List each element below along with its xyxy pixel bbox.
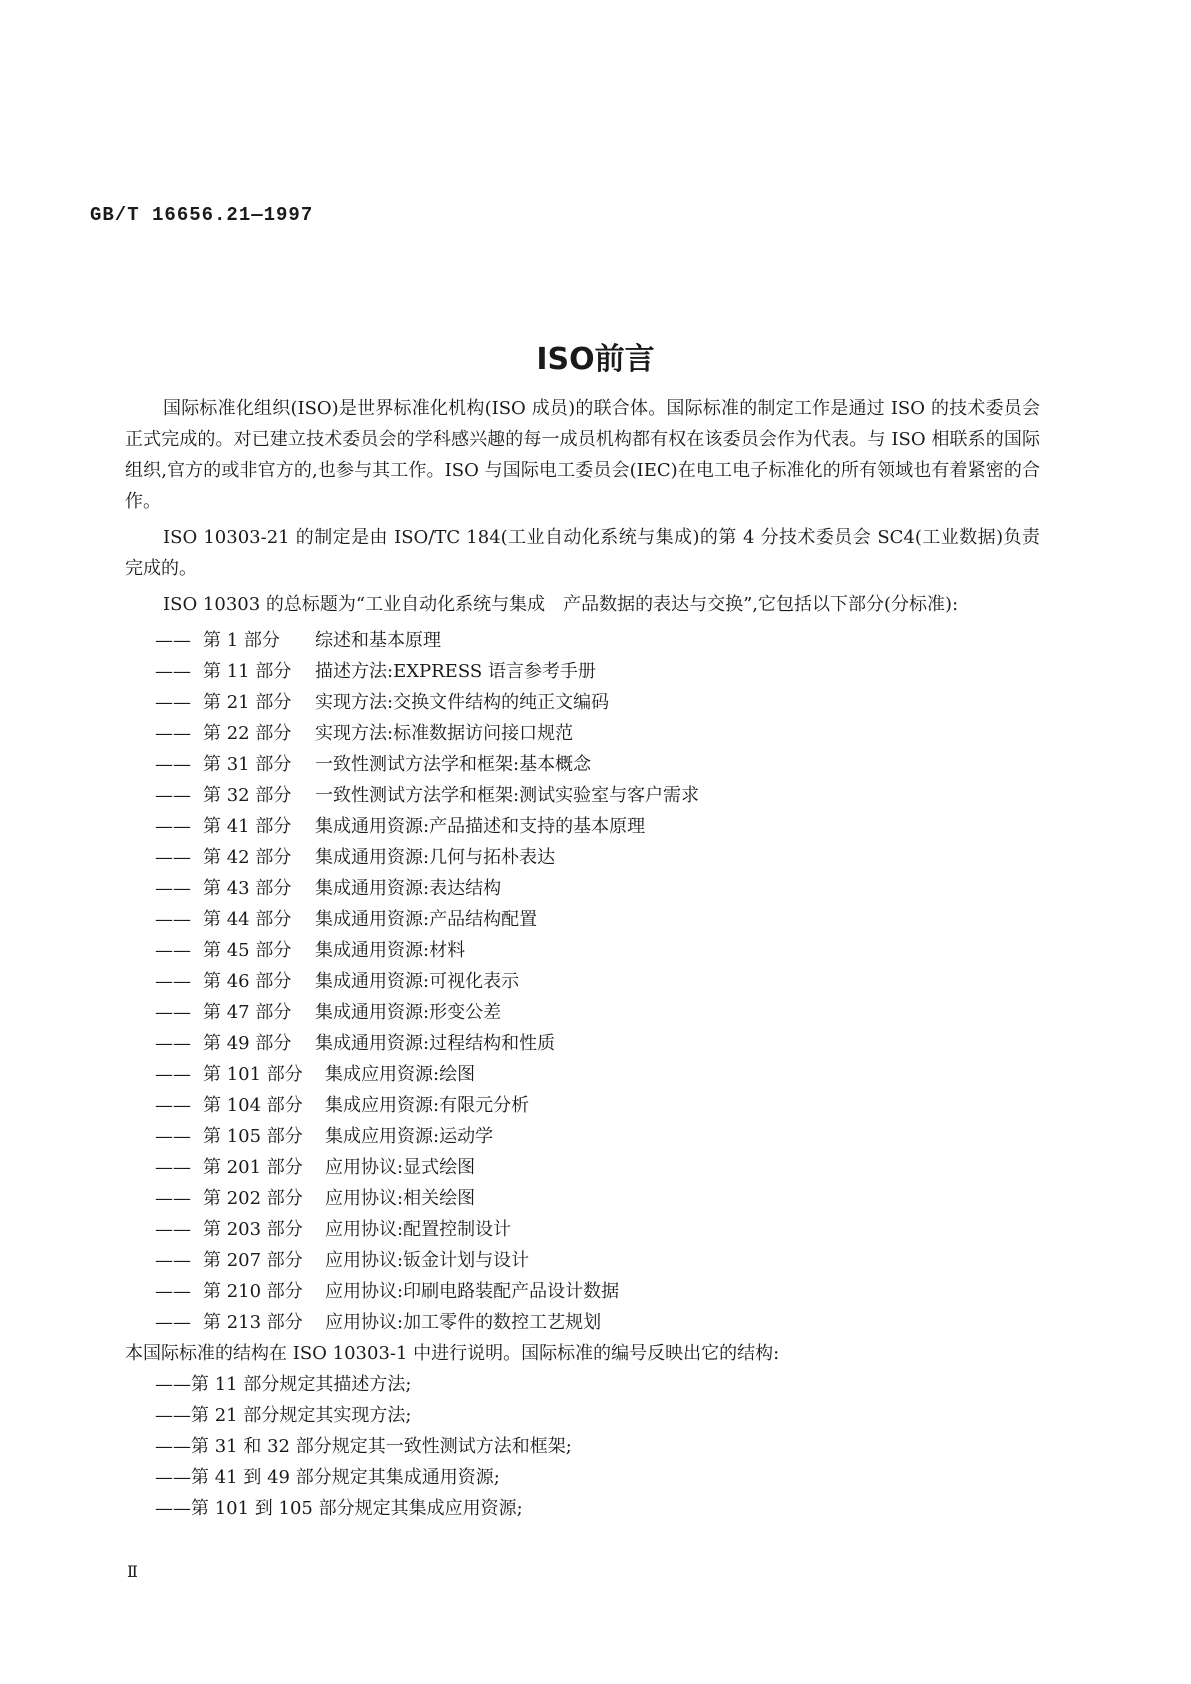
part-title: 集成通用资源:产品结构配置 <box>315 909 538 930</box>
part-list-item <box>125 1152 1040 1183</box>
list-dash: —— <box>155 878 191 899</box>
part-number: 第 22 部分 <box>203 723 292 744</box>
document-body <box>125 393 1040 1524</box>
part-number: 第 21 部分 <box>203 692 292 713</box>
part-number: 第 202 部分 <box>203 1188 303 1209</box>
structure-list-item <box>125 1400 1040 1431</box>
standard-code: GB/T 16656.21—1997 <box>90 204 314 226</box>
part-number: 第 101 部分 <box>203 1064 303 1085</box>
part-list-item <box>125 749 1040 780</box>
part-number: 第 41 部分 <box>203 816 292 837</box>
part-list-item <box>125 997 1040 1028</box>
part-title: 集成应用资源:绘图 <box>325 1064 476 1085</box>
part-number: 第 31 部分 <box>203 754 292 775</box>
part-list-item <box>125 1245 1040 1276</box>
list-dash: —— <box>155 1312 191 1333</box>
page-number: Ⅱ <box>127 1562 138 1581</box>
list-dash: —— <box>155 1467 191 1488</box>
part-title: 应用协议:配置控制设计 <box>325 1219 512 1240</box>
page-title: ISO前言 <box>536 342 655 377</box>
part-title: 集成通用资源:可视化表示 <box>315 971 520 992</box>
list-dash: —— <box>155 1436 191 1457</box>
list-dash: —— <box>155 1374 191 1395</box>
part-list-item <box>125 625 1040 656</box>
list-dash: —— <box>155 1002 191 1023</box>
part-number: 第 47 部分 <box>203 1002 292 1023</box>
part-title: 应用协议:钣金计划与设计 <box>325 1250 530 1271</box>
part-title: 实现方法:标准数据访问接口规范 <box>315 723 574 744</box>
part-title: 集成通用资源:产品描述和支持的基本原理 <box>315 816 646 837</box>
part-title: 集成应用资源:有限元分析 <box>325 1095 530 1116</box>
part-title: 综述和基本原理 <box>315 630 441 651</box>
list-dash: —— <box>155 1064 191 1085</box>
list-dash: —— <box>155 785 191 806</box>
part-number: 第 105 部分 <box>203 1126 303 1147</box>
list-dash: —— <box>155 1126 191 1147</box>
structure-item-text: 第 31 和 32 部分规定其一致性测试方法和框架; <box>191 1436 572 1457</box>
list-dash: —— <box>155 909 191 930</box>
list-dash: —— <box>155 1188 191 1209</box>
part-number: 第 203 部分 <box>203 1219 303 1240</box>
part-number: 第 45 部分 <box>203 940 292 961</box>
parts-list <box>125 625 1040 1338</box>
list-dash: —— <box>155 971 191 992</box>
list-dash: —— <box>155 940 191 961</box>
part-number: 第 1 部分 <box>203 630 280 651</box>
part-list-item <box>125 873 1040 904</box>
part-number: 第 49 部分 <box>203 1033 292 1054</box>
list-dash: —— <box>155 1405 191 1426</box>
list-dash: —— <box>155 630 191 651</box>
part-number: 第 43 部分 <box>203 878 292 899</box>
part-list-item <box>125 904 1040 935</box>
part-list-item <box>125 811 1040 842</box>
structure-item-text: 第 11 部分规定其描述方法; <box>191 1374 412 1395</box>
list-dash: —— <box>155 1498 191 1519</box>
paragraph-iso-intro: 国际标准化组织(ISO)是世界标准化机构(ISO 成员)的联合体。国际标准的制定工作是通过 ISO 的技术委员会正式完成的。对已建立技术委员会的学科感兴趣的每一成员机构都有权在该委员会作为代表。与 ISO 相联系的国际组织,官方的或非官方的,也参与其工作。ISO 与国际电工委员会(IEC)在电工电子标准化的所有领域也有着紧密的合作。 <box>125 398 1040 512</box>
list-dash: —— <box>155 1219 191 1240</box>
part-title: 应用协议:相关绘图 <box>325 1188 476 1209</box>
list-dash: —— <box>155 754 191 775</box>
part-list-item <box>125 935 1040 966</box>
structure-item-text: 第 41 到 49 部分规定其集成通用资源; <box>191 1467 500 1488</box>
part-title: 应用协议:加工零件的数控工艺规划 <box>325 1312 602 1333</box>
list-dash: —— <box>155 661 191 682</box>
part-title: 一致性测试方法学和框架:基本概念 <box>315 754 592 775</box>
part-title: 描述方法:EXPRESS 语言参考手册 <box>315 661 596 682</box>
part-title: 集成应用资源:运动学 <box>325 1126 494 1147</box>
part-list-item <box>125 842 1040 873</box>
list-dash: —— <box>155 1281 191 1302</box>
part-number: 第 32 部分 <box>203 785 292 806</box>
list-dash: —— <box>155 1095 191 1116</box>
part-title: 集成通用资源:材料 <box>315 940 466 961</box>
part-title: 实现方法:交换文件结构的纯正文编码 <box>315 692 610 713</box>
list-dash: —— <box>155 692 191 713</box>
part-list-item <box>125 656 1040 687</box>
part-list-item <box>125 1028 1040 1059</box>
part-number: 第 201 部分 <box>203 1157 303 1178</box>
part-title: 集成通用资源:表达结构 <box>315 878 502 899</box>
paragraph-general-title: ISO 10303 的总标题为“工业自动化系统与集成 产品数据的表达与交换”,它包括以下部分(分标准): <box>163 594 959 615</box>
list-dash: —— <box>155 1250 191 1271</box>
part-number: 第 42 部分 <box>203 847 292 868</box>
part-list-item <box>125 966 1040 997</box>
part-list-item <box>125 718 1040 749</box>
part-list-item <box>125 1276 1040 1307</box>
list-dash: —— <box>155 1157 191 1178</box>
structure-item-text: 第 101 到 105 部分规定其集成应用资源; <box>191 1498 523 1519</box>
part-number: 第 207 部分 <box>203 1250 303 1271</box>
part-number: 第 104 部分 <box>203 1095 303 1116</box>
part-number: 第 213 部分 <box>203 1312 303 1333</box>
part-title: 集成通用资源:过程结构和性质 <box>315 1033 556 1054</box>
part-number: 第 46 部分 <box>203 971 292 992</box>
structure-intro: 本国际标准的结构在 ISO 10303-1 中进行说明。国际标准的编号反映出它的结构: <box>125 1343 780 1364</box>
part-number: 第 11 部分 <box>203 661 292 682</box>
part-number: 第 44 部分 <box>203 909 292 930</box>
part-list-item <box>125 1307 1040 1338</box>
paragraph-tc184: ISO 10303-21 的制定是由 ISO/TC 184(工业自动化系统与集成)的第 4 分技术委员会 SC4(工业数据)负责完成的。 <box>125 527 1040 579</box>
structure-list-item <box>125 1431 1040 1462</box>
part-list-item <box>125 1090 1040 1121</box>
structure-item-text: 第 21 部分规定其实现方法; <box>191 1405 412 1426</box>
structure-list-item <box>125 1369 1040 1400</box>
part-list-item <box>125 1214 1040 1245</box>
part-list-item <box>125 1059 1040 1090</box>
part-number: 第 210 部分 <box>203 1281 303 1302</box>
structure-list-item <box>125 1462 1040 1493</box>
part-list-item <box>125 780 1040 811</box>
list-dash: —— <box>155 723 191 744</box>
part-title: 集成通用资源:形变公差 <box>315 1002 502 1023</box>
part-list-item <box>125 1121 1040 1152</box>
part-list-item <box>125 1183 1040 1214</box>
list-dash: —— <box>155 816 191 837</box>
structure-list-item <box>125 1493 1040 1524</box>
list-dash: —— <box>155 1033 191 1054</box>
list-dash: —— <box>155 847 191 868</box>
part-title: 应用协议:显式绘图 <box>325 1157 476 1178</box>
part-title: 一致性测试方法学和框架:测试实验室与客户需求 <box>315 785 700 806</box>
structure-list <box>125 1369 1040 1524</box>
part-list-item <box>125 687 1040 718</box>
part-title: 应用协议:印刷电路装配产品设计数据 <box>325 1281 620 1302</box>
part-title: 集成通用资源:几何与拓朴表达 <box>315 847 556 868</box>
